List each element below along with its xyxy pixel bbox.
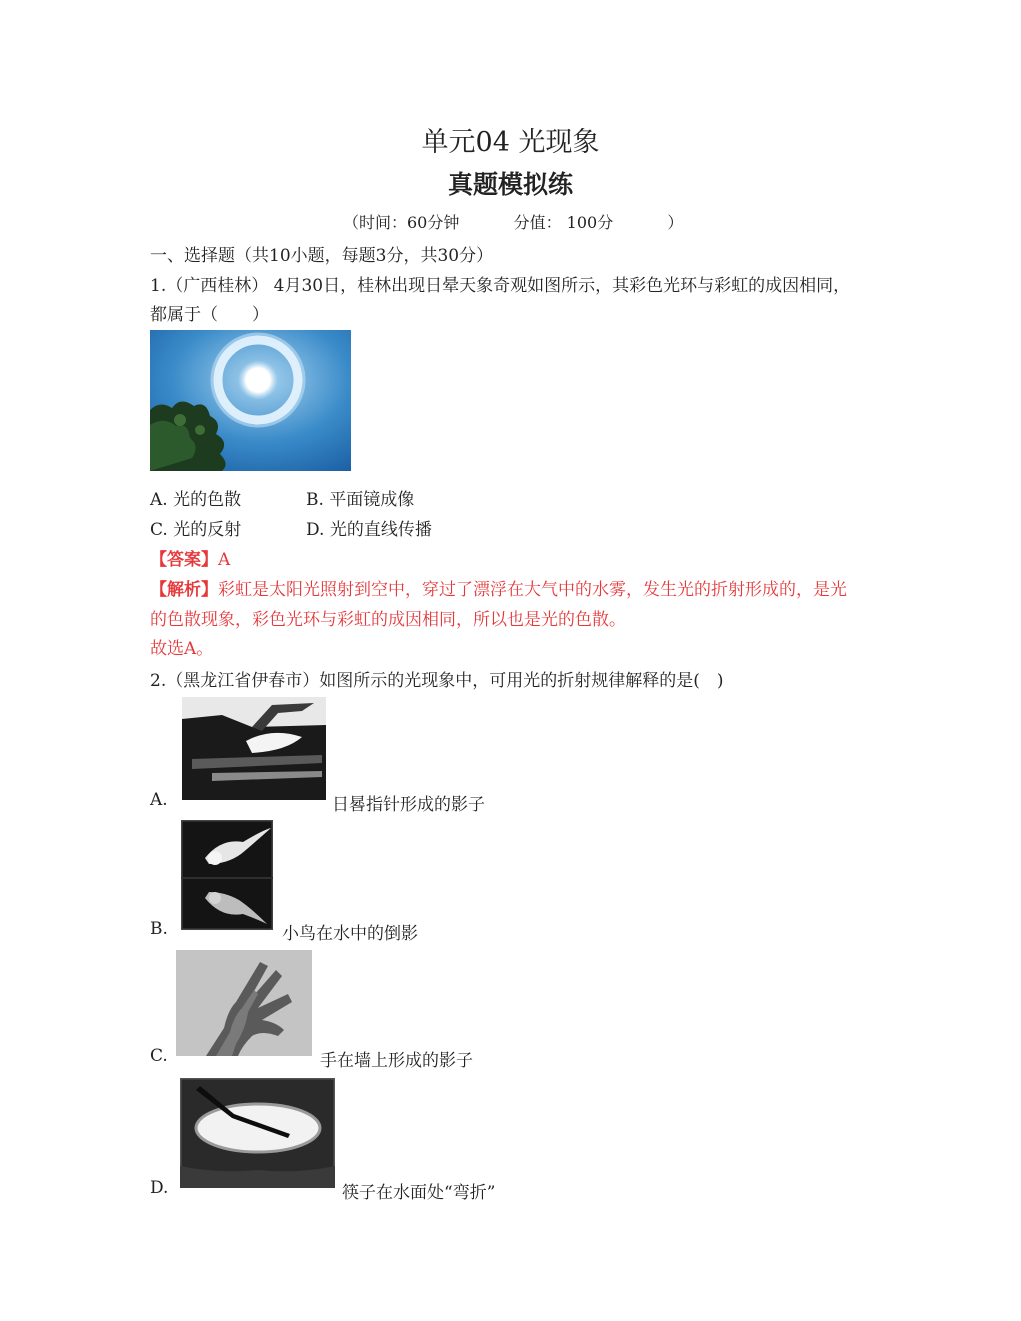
bird-reflection-photo-icon	[181, 820, 273, 930]
q1-option-a: A. 光的色散	[150, 490, 242, 510]
q2-option-d-caption: 筷子在水面处“弯折”	[342, 1183, 496, 1203]
q1-stem-line2: 都属于（ ）	[150, 305, 269, 325]
q2-option-a-caption: 日晷指针形成的影子	[332, 795, 485, 815]
q1-answer	[150, 545, 230, 570]
sun-halo-photo-icon	[150, 330, 351, 471]
exam-meta	[343, 210, 683, 233]
time-limit: （时间：60分钟	[343, 213, 460, 232]
sundial-shadow-photo-icon	[182, 697, 326, 800]
answer-value: A	[218, 550, 231, 570]
q1-option-d: D. 光的直线传播	[306, 520, 432, 540]
page-title: 单元04 光现象	[421, 127, 600, 158]
q2-option-b-caption: 小鸟在水中的倒影	[282, 924, 418, 944]
analysis-label: 【解析】	[150, 580, 218, 600]
answer-label: 【答案】	[150, 550, 218, 570]
q2-option-c-caption: 手在墙上形成的影子	[320, 1051, 473, 1071]
q2-option-d-letter: D.	[150, 1178, 169, 1198]
hand-shadow-photo-icon	[176, 950, 312, 1056]
q1-option-c: C. 光的反射	[150, 520, 242, 540]
q1-analysis-line1	[150, 575, 847, 600]
q2-stem: 2.（黑龙江省伊春市）如图所示的光现象中，可用光的折射规律解释的是( )	[150, 671, 724, 691]
q1-analysis-line2: 的色散现象，彩色光环与彩虹的成因相同，所以也是光的色散。	[150, 610, 626, 630]
q1-stem-line1: 1.（广西桂林） 4月30日，桂林出现日晕天象奇观如图所示，其彩色光环与彩虹的成因相同，	[150, 276, 851, 296]
total-score: 分值： 100分	[513, 213, 614, 232]
meta-close: ）	[667, 213, 684, 232]
q1-option-b: B. 平面镜成像	[306, 490, 415, 510]
bent-chopstick-photo-icon	[180, 1078, 335, 1188]
page-subtitle: 真题模拟练	[447, 170, 573, 199]
q2-option-b-letter: B.	[150, 919, 168, 939]
analysis-text-1: 彩虹是太阳光照射到空中，穿过了漂浮在大气中的水雾，发生光的折射形成的，是光	[218, 580, 847, 600]
q2-option-a-letter: A.	[150, 790, 168, 810]
q2-option-c-letter: C.	[150, 1046, 168, 1066]
section-heading: 一、选择题（共10小题，每题3分，共30分）	[150, 246, 494, 266]
q1-conclusion: 故选A。	[150, 639, 214, 659]
